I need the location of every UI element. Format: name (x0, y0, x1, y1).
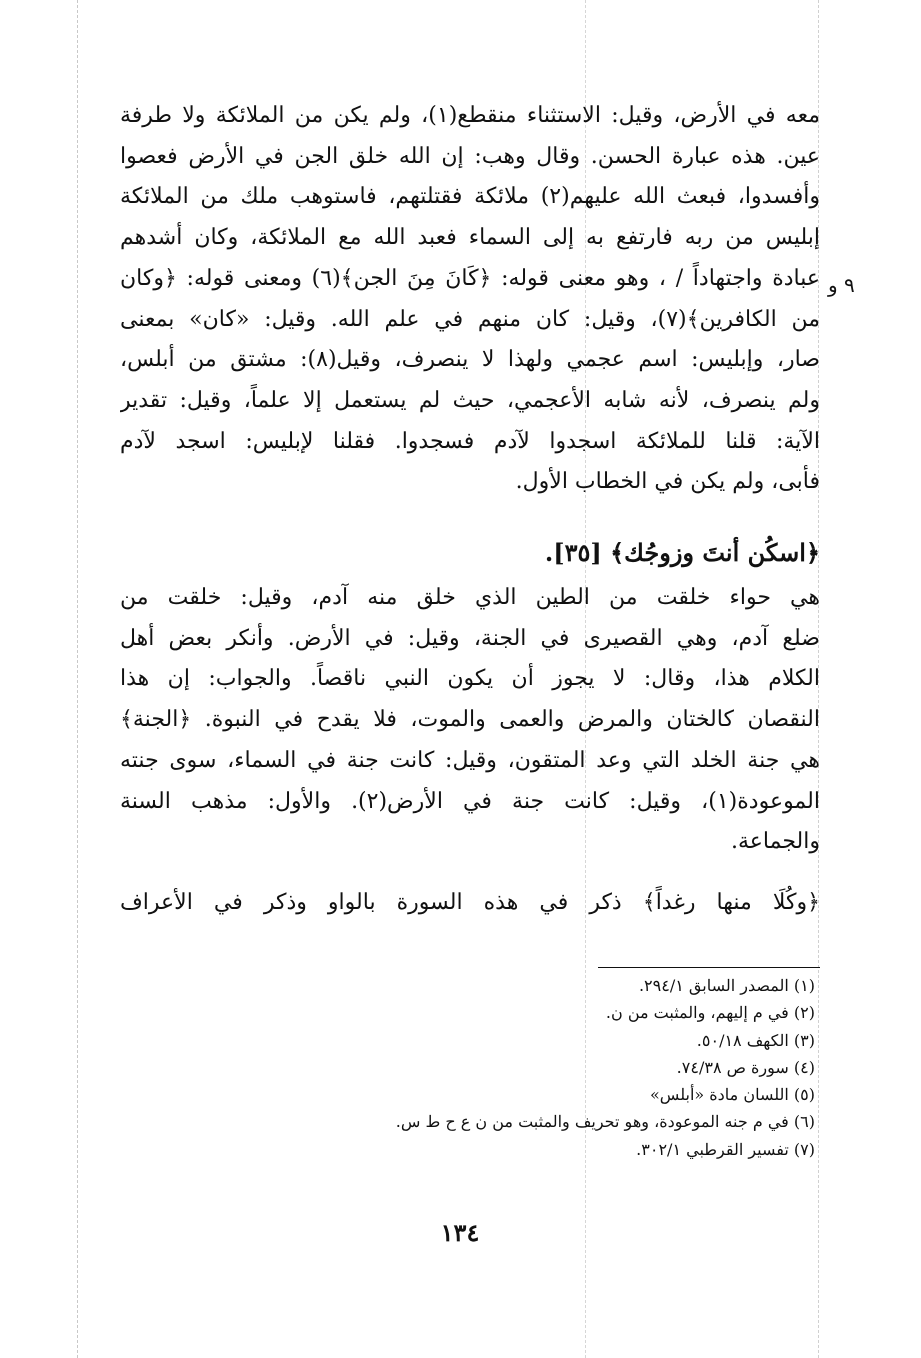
text-line: ولم ينصرف، لأنه شابه الأعجمي، حيث لم يستعمل إلا علماً، وقيل: تقدير (120, 387, 820, 413)
text-line: الآية: قلنا للملائكة اسجدوا لآدم فسجدوا. فقلنا لإبليس: اسجد لآدم (120, 428, 820, 454)
footnote: (٥) اللسان مادة «أبلس» (650, 1085, 815, 1105)
paragraph-3 (120, 883, 820, 924)
margin-folio-note: ٩ و (828, 273, 855, 297)
text-line: وأفسدوا، فبعث الله عليهم(٢) ملائكة فقتلتهم، فاستوهب ملك من الملائكة (120, 184, 820, 210)
text-line: ﴿وكُلَا منها رغداً﴾ ذكر في هذه السورة بالواو وذكر في الأعراف (120, 890, 820, 915)
text-line: إبليس من ربه فارتفع به إلى السماء فعبد الله مع الملائكة، وكان أشدهم (120, 225, 820, 251)
footnote: (١) المصدر السابق ٢٩٤/١. (638, 976, 815, 995)
text-line: هي جنة الخلد التي وعد المتقون، وقيل: كانت جنة في السماء، سوى جنته (120, 747, 820, 773)
scan-artifact-line (77, 0, 78, 1358)
text-line: هي حواء خلقت من الطين الذي خلق منه آدم، وقيل: خلقت من (120, 585, 820, 610)
footnote: (٣) الكهف ٥٠/١٨. (696, 1030, 815, 1050)
text-line: ضلع آدم، وهي القصيرى في الجنة، وقيل: في الأرض. وأنكر بعض أهل (120, 625, 820, 651)
footnote: (٦) في م جنه الموعودة، وهو تحريف والمثبت من ن ع ح ط س. (395, 1112, 815, 1132)
footnote-separator (598, 967, 820, 968)
footnotes-list (300, 972, 815, 1163)
footnote: (٤) سورة ص ٧٤/٣٨. (676, 1057, 815, 1077)
text-line: من الكافرين﴾(٧)، وقيل: كان منهم في علم الله. وقيل: «كان» بمعنى (120, 306, 820, 332)
text-line: معه في الأرض، وقيل: الاستثناء منقطع(١)، ولم يكن من الملائكة ولا طرفة (120, 103, 820, 128)
text-line: النقصان كالختان والمرض والعمى والموت، فلا يقدح في النبوة. ﴿الجنة﴾ (120, 707, 820, 733)
verse-heading: ﴿اسكُن أنتَ وزوجُك﴾ [٣٥]. (544, 538, 820, 567)
footnote: (٢) في م إليهم، والمثبت من ن. (605, 1003, 815, 1023)
text-line: عبادة واجتهاداً / ، وهو معنى قوله: ﴿كَانَ مِنَ الجن﴾(٦) ومعنى قوله: ﴿وكان (120, 265, 820, 291)
footnote: (٧) تفسير القرطبي ٣٠٢/١. (636, 1139, 815, 1159)
text-line: الموعودة(١)، وقيل: كانت جنة في الأرض(٢). والأول: مذهب السنة (120, 788, 820, 814)
text-line: عين. هذه عبارة الحسن. وقال وهب: إن الله خلق الجن في الأرض فعصوا (120, 143, 820, 169)
page-number: ١٣٤ (440, 1218, 480, 1247)
text-line: صار، وإبليس: اسم عجمي ولهذا لا ينصرف، وقيل(٨): مشتق من أبلس، (120, 347, 820, 373)
text-line: الكلام هذا، وقال: لا يجوز أن يكون النبي ناقصاً. والجواب: إن هذا (120, 666, 820, 692)
paragraph-2 (120, 578, 820, 863)
text-line: والجماعة. (731, 829, 820, 855)
paragraph-1 (120, 96, 820, 503)
text-line: فأبى، ولم يكن في الخطاب الأول. (515, 469, 820, 495)
